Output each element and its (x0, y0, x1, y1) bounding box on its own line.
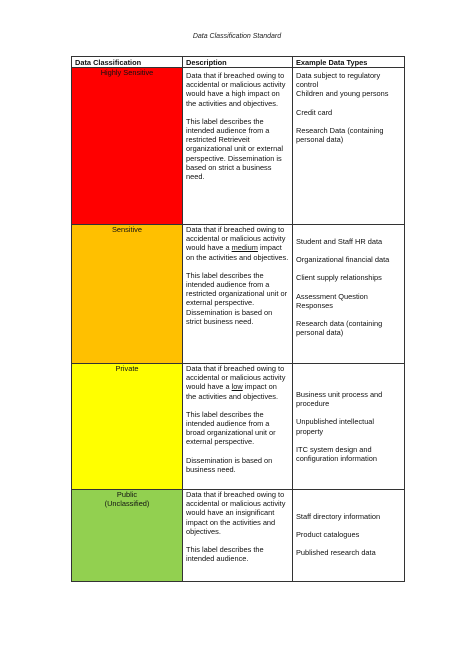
examples-cell (293, 364, 405, 490)
example-item: ITC system design and configuration information (296, 444, 377, 464)
header-examples: Example Data Types (293, 57, 405, 68)
description-audience: This label describes the intended audience from a restricted organizational unit or external perspective. Dissemination is based on strict business need. (186, 270, 288, 326)
example-item: Published research data (296, 548, 376, 558)
example-item: Organizational financial data (296, 255, 390, 265)
examples-cell (293, 490, 405, 582)
description-audience: This label describes the intended audience. (186, 545, 264, 564)
description-impact: Data that if breached owing to accidental or malicious activity would have a medium impact on the activities and objectives. (186, 225, 289, 262)
example-item: Client supply relationships (296, 273, 382, 283)
example-item: Assessment Question Responses (296, 291, 368, 310)
table-header-row (72, 57, 405, 68)
table-row-highly-sensitive (72, 68, 405, 225)
level-public: Public (Unclassified) (72, 490, 183, 582)
example-item: Research data (containing personal data) (296, 319, 383, 338)
table-row-public (72, 490, 405, 582)
examples-cell (293, 225, 405, 364)
example-item: Student and Staff HR data (296, 237, 383, 246)
impact-level: medium (231, 243, 258, 253)
level-subtitle: (Unclassified) (104, 499, 150, 509)
level-private: Private (72, 364, 183, 490)
description-cell (183, 490, 293, 582)
description-cell (183, 68, 293, 225)
description-impact: Data that if breached owing to accidental or malicious activity would have a high impact on the activities and objectives. (186, 71, 286, 108)
table-row-private (72, 364, 405, 490)
example-item: Children and young persons (296, 89, 389, 99)
example-item: Research Data (containing personal data) (296, 125, 384, 145)
examples-cell (293, 68, 405, 225)
description-impact: Data that if breached owing to accidental or malicious activity would have an insignificant impact on the activities and objectives. (186, 490, 286, 536)
description-impact: Data that if breached owing to accidental or malicious activity would have a low impact on the activities and objectives. (186, 364, 286, 401)
example-item: Data subject to regulatory control (296, 71, 381, 90)
impact-level: low (231, 382, 243, 392)
example-item: Business unit process and procedure (296, 390, 383, 409)
description-audience: This label describes the intended audience from a restricted Retrieveit organizational unit or external perspective. Dissemination is based on strict a business need. (186, 116, 283, 182)
example-item: Staff directory information (296, 512, 381, 521)
description-audience: This label describes the intended audience from a broad organizational unit or external perspective. (186, 409, 276, 447)
description-cell (183, 225, 293, 364)
page-header: Data Classification Standard (192, 33, 282, 40)
example-item: Unpublished intellectual property (296, 417, 375, 436)
table-row-sensitive (72, 225, 405, 364)
classification-table (71, 56, 405, 582)
description-dissemination: Dissemination is based on business need. (186, 455, 273, 474)
example-item: Product catalogues (296, 530, 360, 540)
description-cell (183, 364, 293, 490)
example-item: Credit card (296, 107, 333, 117)
header-classification: Data Classification (72, 57, 183, 68)
level-sensitive: Sensitive (72, 225, 183, 364)
header-description: Description (183, 57, 293, 68)
level-highly-sensitive: Highly Sensitive (72, 68, 183, 225)
